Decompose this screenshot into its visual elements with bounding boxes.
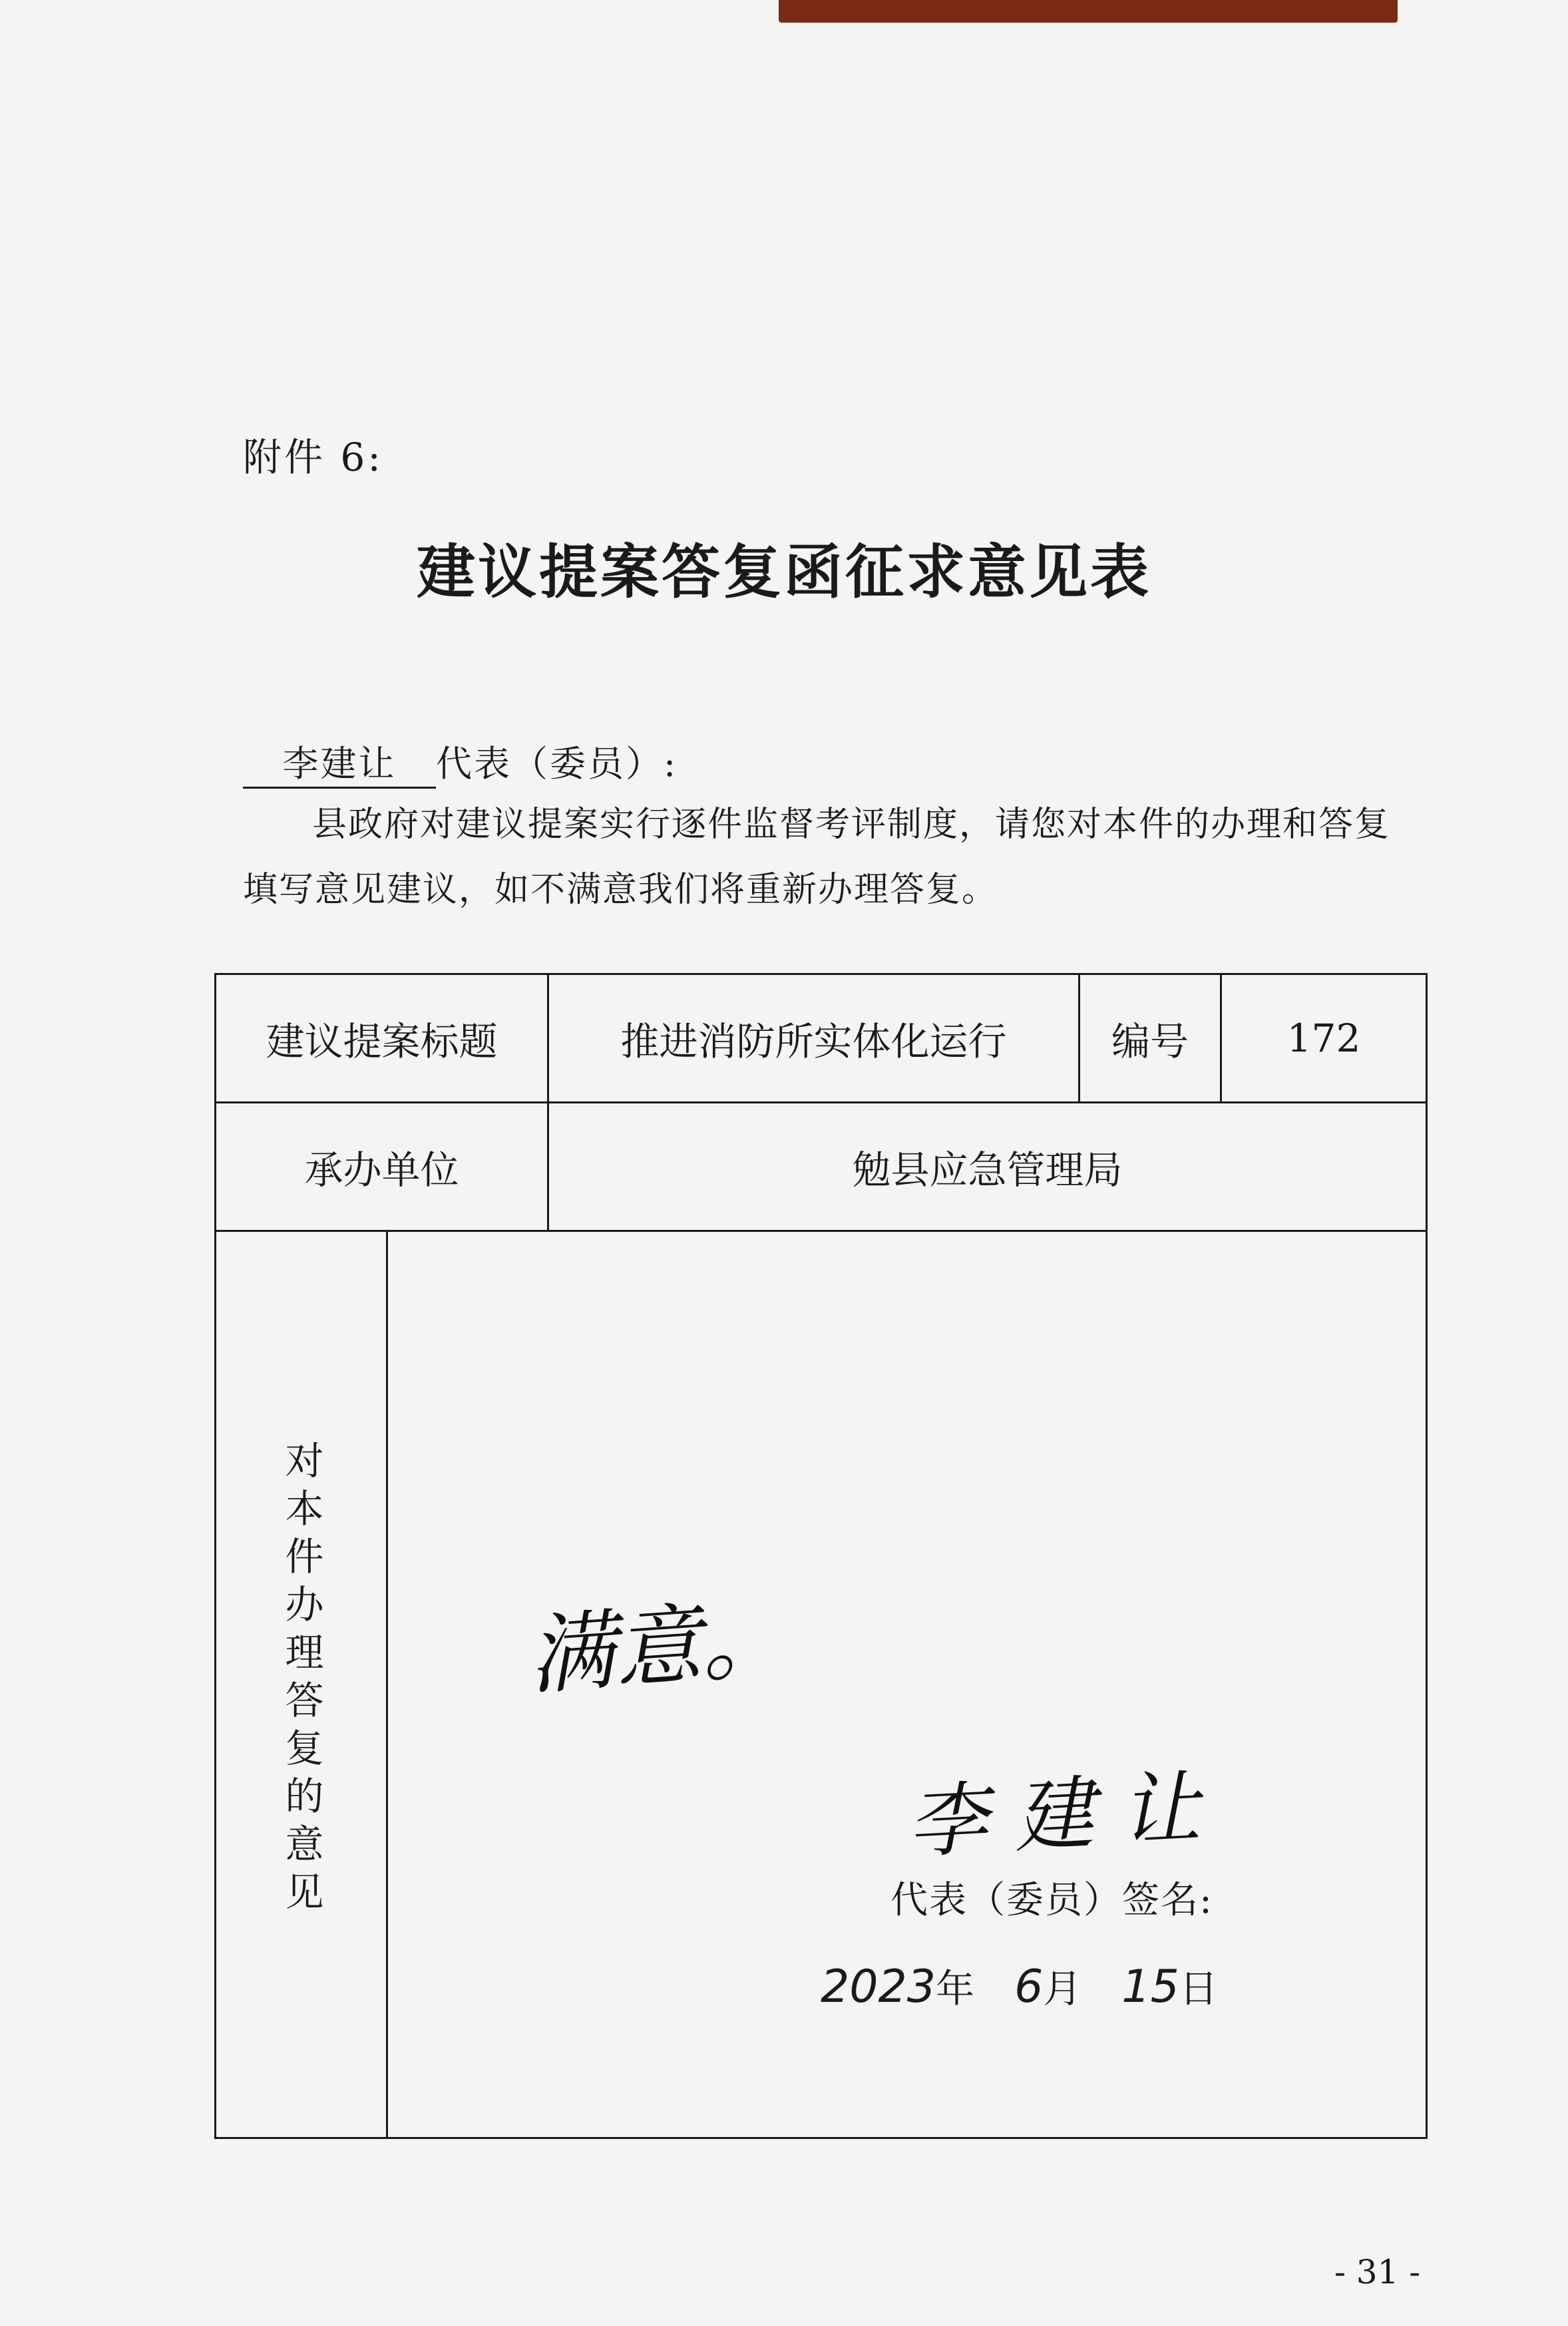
intro-text: 县政府对建议提案实行逐件监督考评制度，请您对本件的办理和答复填写意见建议，如不满意我们将重新办理答复。 [243, 805, 1391, 910]
number-label-cell: 编号 [1079, 974, 1221, 1103]
handwritten-signature: 李建让 [905, 1760, 1229, 1870]
unit-label-cell: 承办单位 [216, 1103, 548, 1231]
salutation-suffix: 代表（委员）: [436, 743, 678, 785]
form-row-unit [216, 1103, 1427, 1231]
representative-name: 李建让 [243, 735, 436, 789]
page-number: - 31 - [1334, 2253, 1421, 2291]
attachment-label: 附件 6: [243, 435, 383, 480]
date-day: 15 [1121, 1961, 1179, 2013]
page-title: 建议提案答复函征求意见表 [416, 537, 1151, 606]
date-year: 2023 [821, 1961, 936, 2013]
date-day-unit: 日 [1179, 1966, 1218, 2011]
title-value-cell: 推进消防所实体化运行 [548, 974, 1079, 1103]
unit-value-cell: 勉县应急管理局 [548, 1103, 1427, 1231]
title-label-cell: 建议提案标题 [216, 974, 548, 1103]
opinion-label: 对本件办理答复的意见 [278, 1440, 324, 1919]
form-row-opinion [216, 1231, 1427, 2138]
opinion-label-cell [216, 1231, 387, 2138]
handwritten-opinion: 满意。 [524, 1587, 791, 1707]
date-month-unit: 月 [1043, 1966, 1082, 2011]
opinion-content-cell [387, 1231, 1427, 2138]
number-value-cell: 172 [1221, 974, 1427, 1103]
form-row-title [216, 974, 1427, 1103]
salutation [243, 735, 678, 789]
opinion-form-table [214, 973, 1428, 2139]
signature-date [821, 1957, 1218, 2013]
date-year-unit: 年 [936, 1966, 975, 2011]
date-month: 6 [1014, 1961, 1044, 2013]
top-edge-strip [779, 0, 1398, 23]
signature-label: 代表（委员）签名: [890, 1879, 1213, 1922]
